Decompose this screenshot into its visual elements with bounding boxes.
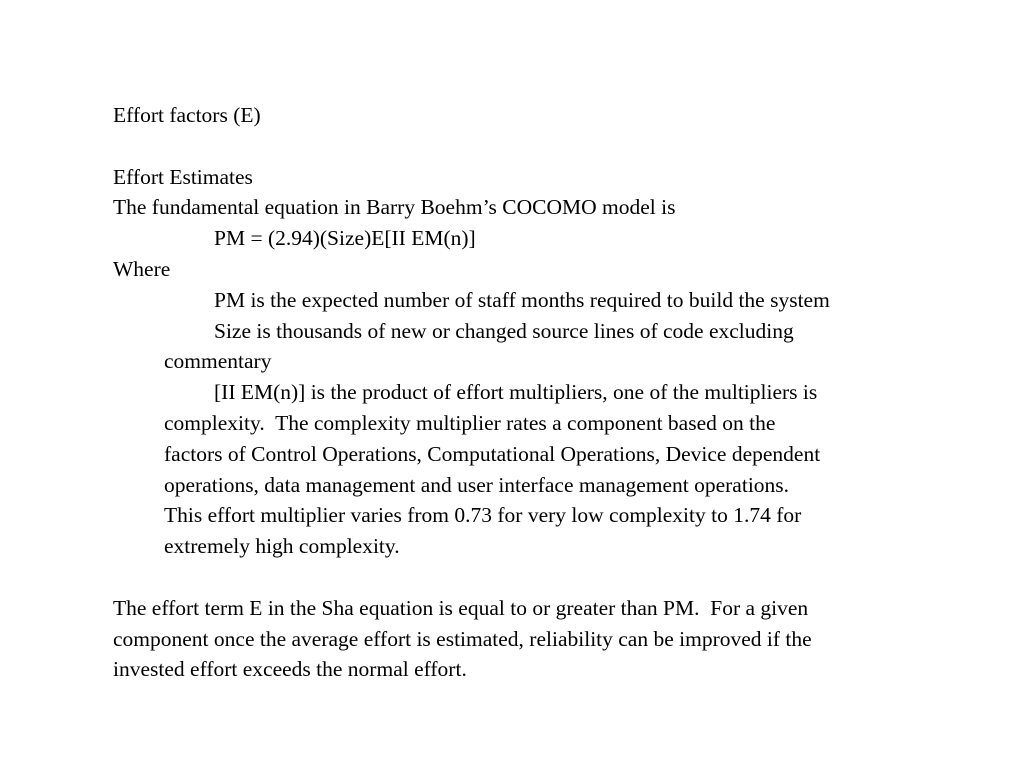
- definition-size-line: Size is thousands of new or changed source lines of code excluding: [214, 318, 794, 343]
- definition-size-line: commentary: [164, 349, 272, 374]
- closing-paragraph: [113, 593, 993, 685]
- spacer: [113, 131, 993, 162]
- definition-effort-multipliers: [113, 377, 993, 562]
- slide-body: [113, 100, 993, 685]
- definition-em-line: operations, data management and user interface management operations.: [164, 472, 790, 497]
- closing-line: The effort term E in the Sha equation is equal to or greater than PM. For a given: [113, 595, 809, 620]
- intro-text: The fundamental equation in Barry Boehm’s COCOMO model is: [113, 195, 676, 220]
- definition-em-line: factors of Control Operations, Computational Operations, Device dependent: [164, 441, 821, 466]
- definition-em-line: This effort multiplier varies from 0.73 for very low complexity to 1.74 for: [164, 503, 802, 528]
- definition-size: [113, 316, 993, 378]
- definition-em-line: extremely high complexity.: [164, 534, 400, 559]
- closing-line: invested effort exceeds the normal effort.: [113, 657, 467, 682]
- definition-em-line: complexity. The complexity multiplier rates a component based on the: [164, 410, 776, 435]
- where-label: Where: [113, 256, 171, 281]
- spacer: [113, 562, 993, 593]
- slide-heading: Effort factors (E): [113, 103, 261, 127]
- section-title: Effort Estimates: [113, 164, 253, 189]
- cocomo-equation: PM = (2.94)(Size)E[II EM(n)]: [214, 226, 476, 251]
- definition-pm: PM is the expected number of staff months required to build the system: [214, 287, 830, 312]
- closing-line: component once the average effort is estimated, reliability can be improved if the: [113, 626, 812, 651]
- definition-em-line: [II EM(n)] is the product of effort multipliers, one of the multipliers is: [214, 380, 818, 405]
